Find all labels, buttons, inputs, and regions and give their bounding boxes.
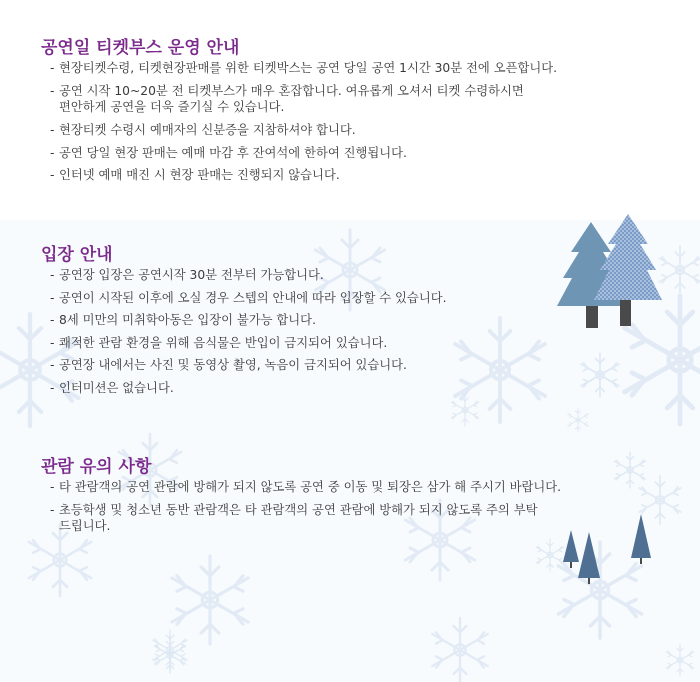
bullet-dash: - [50, 313, 55, 328]
item-text: 타 관람객의 공연 관람에 방해가 되지 않도록 공연 중 이동 및 퇴장은 삼가 해 주시기 바랍니다. [59, 480, 562, 494]
item-text-continued: 편안하게 공연을 더욱 즐기실 수 있습니다. [59, 100, 285, 115]
list-item [50, 377, 446, 400]
item-text: 현장티켓 수령시 예매자의 신분증을 지참하셔야 합니다. [59, 123, 356, 138]
list-item [50, 142, 557, 165]
item-text: 현장티켓수령, 티켓현장판매를 위한 티켓박스는 공연 당일 공연 1시간 30분 전에 오픈합니다. [59, 61, 558, 75]
list-item [50, 264, 446, 287]
section-title: 관람 유의 사항 [41, 457, 152, 477]
bullet-dash: - [50, 168, 55, 183]
bullet-dash: - [50, 335, 55, 350]
section-title: 입장 안내 [41, 245, 113, 265]
bullet-dash: - [50, 268, 55, 282]
item-text: 공연장 내에서는 사진 및 동영상 촬영, 녹음이 금지되어 있습니다. [59, 358, 407, 373]
list-item [50, 287, 446, 310]
bullet-dash: - [50, 358, 55, 373]
list-item [50, 354, 446, 377]
bullet-dash: - [50, 290, 55, 305]
bullet-dash: - [50, 145, 55, 160]
item-text: 초등학생 및 청소년 동반 관람객은 타 관람객의 공연 관람에 방해가 되지 않도록 주의 부탁 [59, 502, 538, 517]
section-title: 공연일 티켓부스 운영 안내 [41, 38, 240, 58]
notice-list [50, 476, 561, 538]
item-text: 쾌적한 관람 환경을 위해 음식물은 반입이 금지되어 있습니다. [59, 335, 388, 350]
bullet-dash: - [50, 123, 55, 138]
notice-list [50, 264, 446, 400]
item-text: 인터미션은 없습니다. [59, 380, 174, 395]
list-item [50, 476, 561, 499]
bullet-dash: - [50, 480, 55, 494]
notice-list [50, 57, 557, 187]
item-text: 공연 시작 10~20분 전 티켓부스가 매우 혼잡합니다. 여유롭게 오셔서 티켓 수령하시면 [59, 83, 524, 98]
item-text: 8세 미만의 미취학아동은 입장이 불가능 합니다. [59, 313, 316, 328]
bullet-dash: - [50, 83, 55, 98]
list-item [50, 164, 557, 187]
item-text-continued: 드립니다. [59, 519, 111, 534]
item-text: 인터넷 예매 매진 시 현장 판매는 진행되지 않습니다. [59, 168, 340, 183]
list-item [50, 80, 557, 117]
list-item [50, 57, 557, 80]
list-item [50, 499, 561, 536]
item-text: 공연장 입장은 공연시작 30분 전부터 가능합니다. [59, 268, 324, 282]
list-item [50, 332, 446, 355]
list-item [50, 119, 557, 142]
bullet-dash: - [50, 380, 55, 395]
bullet-dash: - [50, 502, 55, 517]
list-item [50, 309, 446, 332]
item-text: 공연 당일 현장 판매는 예매 마감 후 잔여석에 한하여 진행됩니다. [59, 145, 407, 160]
item-text: 공연이 시작된 이후에 오실 경우 스텝의 안내에 따라 입장할 수 있습니다. [59, 290, 447, 305]
bullet-dash: - [50, 61, 55, 75]
